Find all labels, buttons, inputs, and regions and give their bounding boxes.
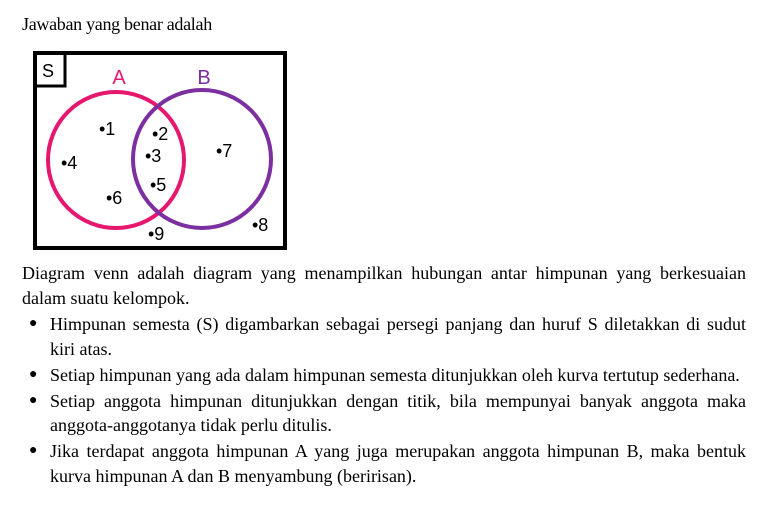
bullet-icon: ● (29, 366, 38, 382)
element-outside: •9 (148, 224, 165, 244)
element-only-b: •7 (216, 141, 233, 161)
element-a-and-b: •5 (150, 175, 167, 195)
universe-label: S (41, 61, 55, 81)
element-outside: •8 (252, 215, 269, 235)
bullet-text: Himpunan semesta (S) digambarkan sebagai persegi panjang dan huruf S diletakkan di sudut kiri atas. (50, 314, 746, 359)
bullet-item (22, 389, 746, 438)
bullet-text: Setiap himpunan yang ada dalam himpunan semesta ditunjukkan oleh kurva tertutup sederhana. (50, 364, 740, 385)
bullet-text: Setiap anggota himpunan ditunjukkan dengan titik, bila mempunyai banyak anggota maka anggota-anggotanya tidak perlu ditulis. (50, 390, 746, 435)
bullet-item (22, 312, 746, 361)
bullet-icon: ● (29, 392, 38, 408)
venn-diagram (30, 50, 290, 254)
set-b-label: B (197, 67, 211, 89)
bullet-icon: ● (29, 443, 38, 458)
intro-paragraph: Diagram venn adalah diagram yang menampilkan hubungan antar himpunan yang berkesuaian dalam suatu kelompok. (22, 263, 746, 308)
element-only-a: •6 (106, 188, 123, 208)
bullet-item (22, 439, 746, 488)
element-only-a: •1 (99, 119, 116, 139)
page-heading: Jawaban yang benar adalah (22, 14, 212, 34)
bullet-icon: ● (29, 316, 38, 331)
set-a-label: A (112, 67, 126, 89)
element-a-and-b: •2 (152, 124, 169, 144)
element-only-a: •4 (61, 153, 78, 173)
bullet-list (22, 312, 746, 490)
element-a-and-b: •3 (145, 146, 162, 166)
bullet-text: Jika terdapat anggota himpunan A yang juga merupakan anggota himpunan B, maka bentuk kurva himpunan A dan B menyambung (beririsan). (50, 441, 746, 486)
bullet-item (22, 363, 746, 388)
